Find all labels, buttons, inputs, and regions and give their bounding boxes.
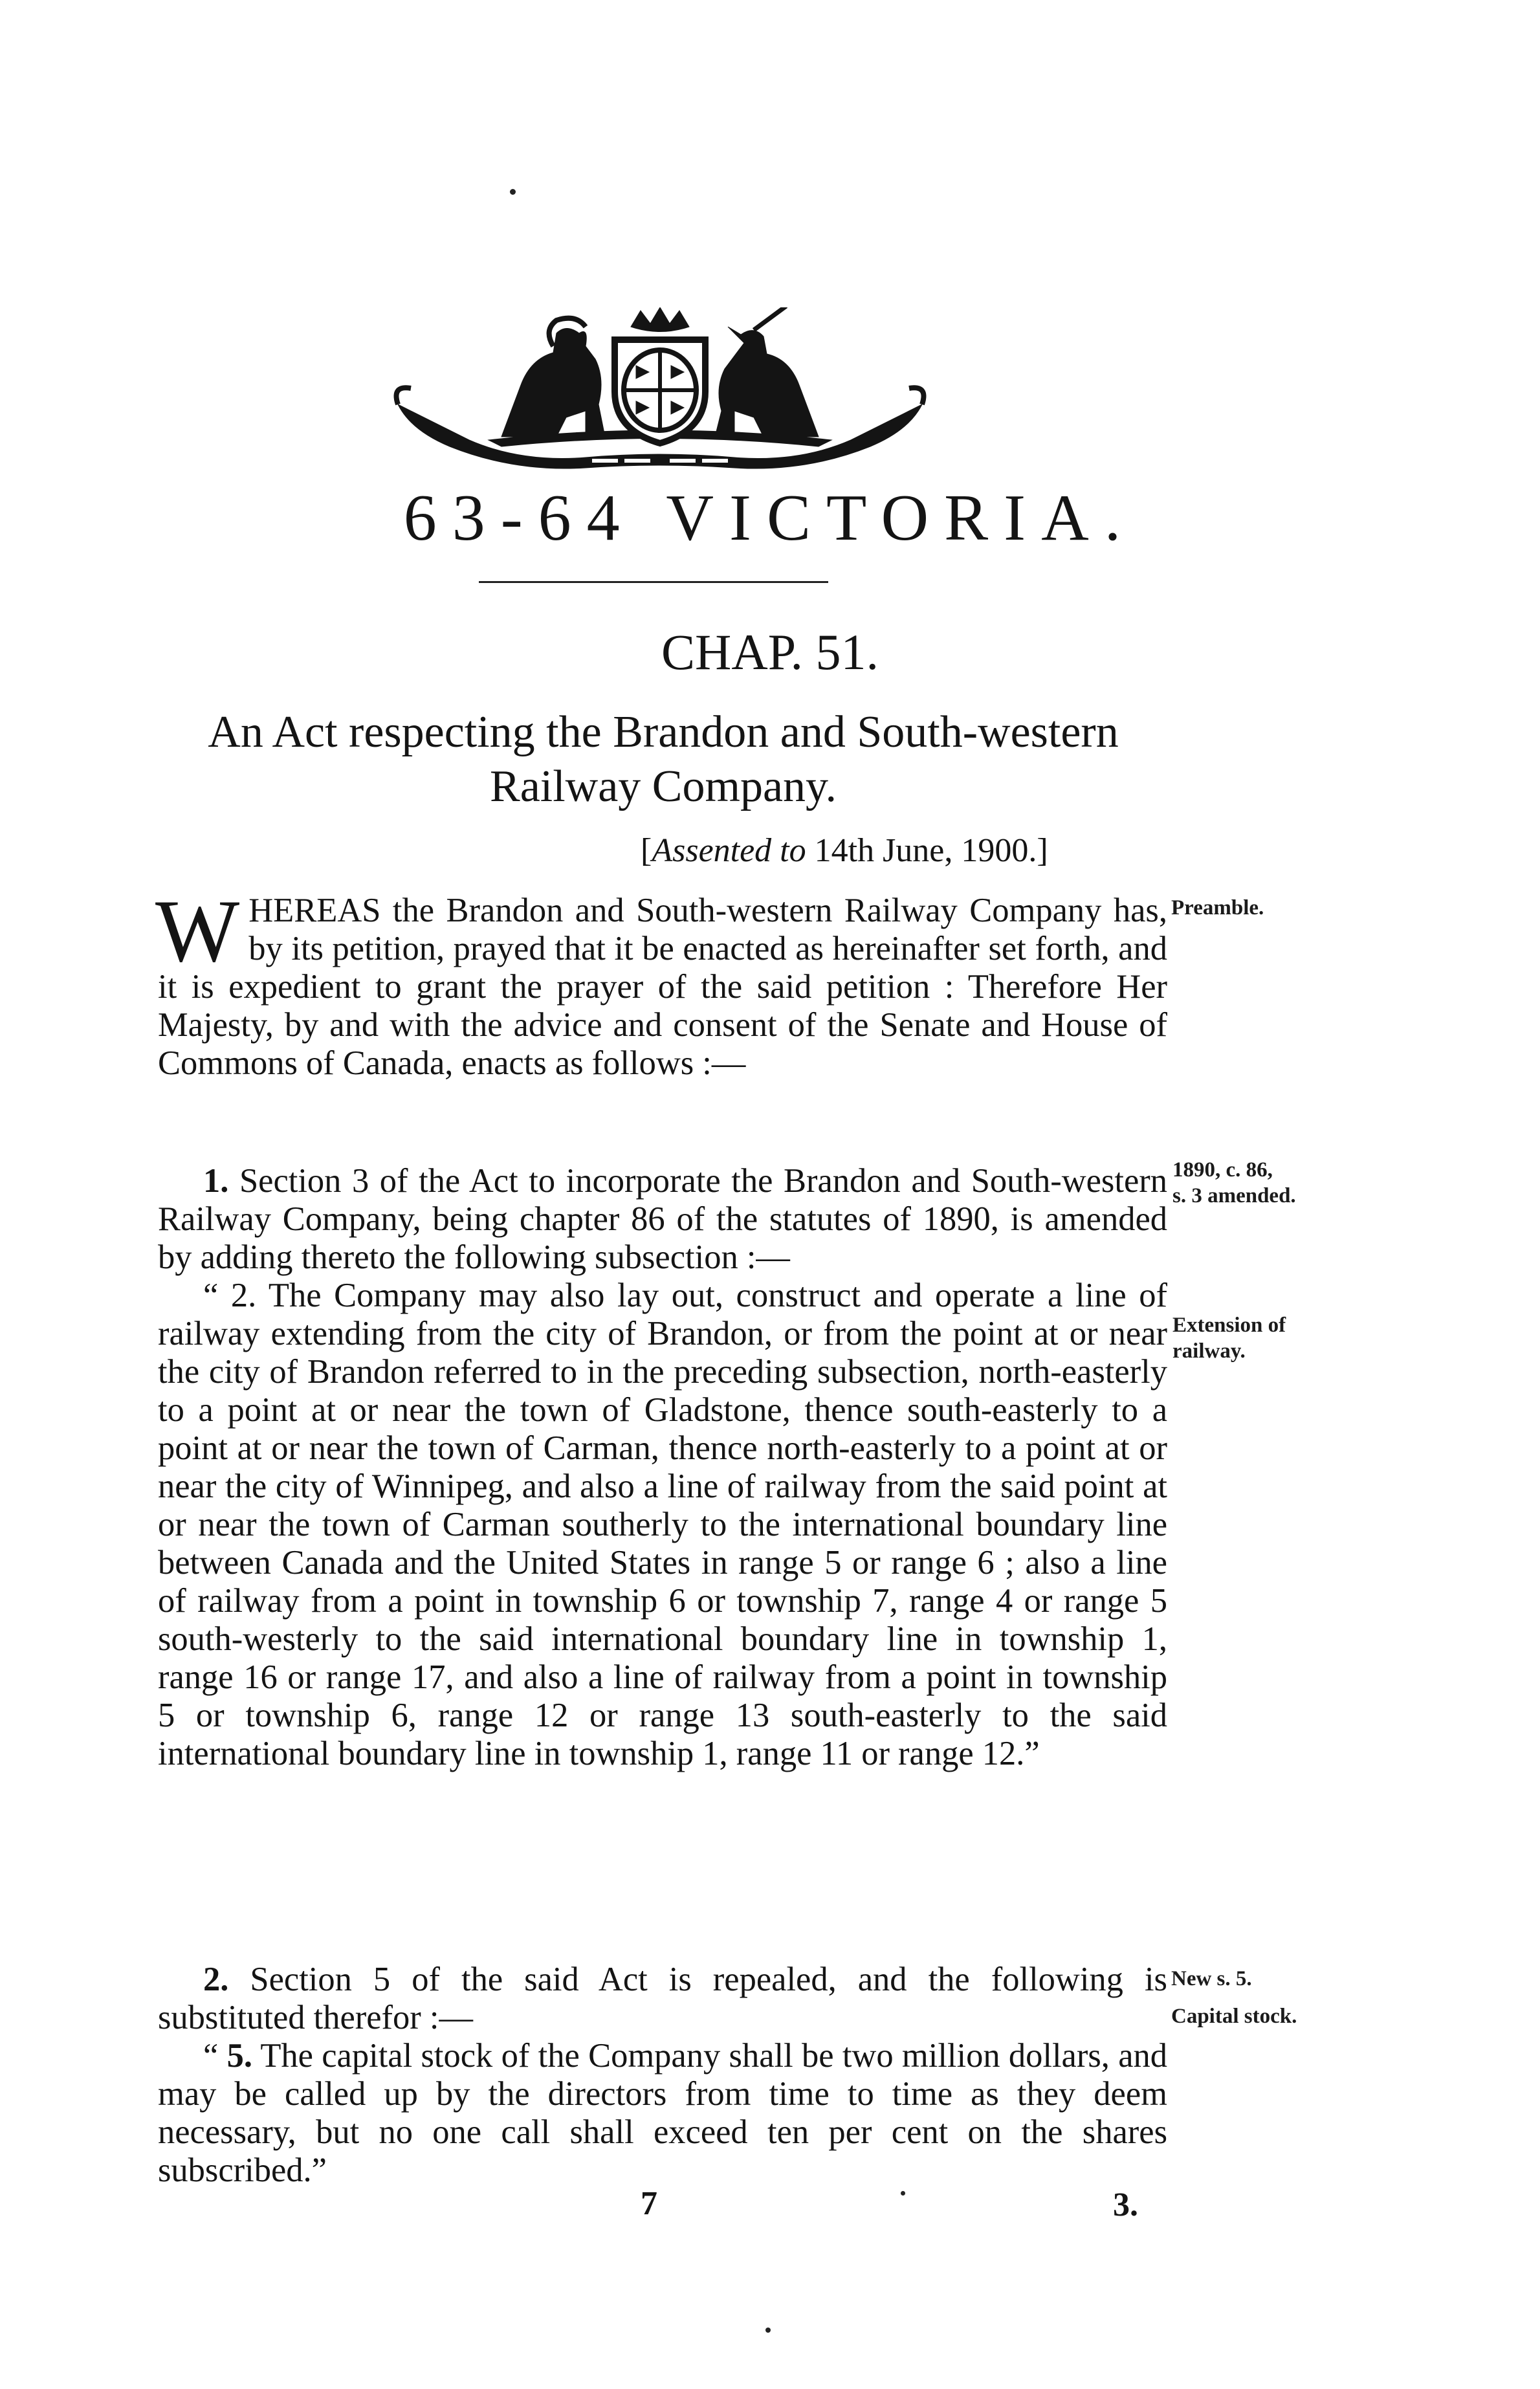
margin-note-capital-stock: Capital stock. (1171, 2005, 1297, 2028)
act-title-line: An Act respecting the Brandon and South-western (208, 707, 1119, 757)
page-number: 7 (641, 2185, 657, 2222)
quoted-subsection: “ 2. The Company may also lay out, construct and operate a line of railway extending from the city of Brandon, or from the point at or near the city of Brandon referred to in the preceding subsection, north-easterly to a point at or near the town of Gladstone, thence south-easterly to a point at or near the town of Carman, thence north-easterly to a point at or near the city of Winnipeg, and also a line of railway from the said point at or near the town of Carman southerly to the international boundary line between Canada and the United States in range 5 or range 6 ; also a line of railway from a point in township 6 or township 7, range 4 or range 5 south-westerly to the said international boundary line in township 1, range 16 or range 17, and also a line of railway from a point in township 5 or township 6, range 12 or range 13 south-easterly to the said international boundary line in township 1, range 11 or range 12.” (158, 1277, 1167, 1772)
quoted-section-number: 5. (226, 2037, 252, 2075)
assent-date-value: 14th June, 1900.] (814, 832, 1048, 869)
drop-capital: W (155, 881, 240, 980)
assent-label: Assented to (652, 832, 806, 869)
act-title-line: Railway Company. (490, 762, 837, 811)
assent-bracket: [ (641, 832, 652, 869)
section-text: Section 3 of the Act to incorporate the Brandon and South-western Railway Company, being chapter 86 of the statutes of 1890, is amended by adding thereto the following subsection :— (158, 1162, 1167, 1276)
catchword: 3. (1113, 2186, 1138, 2223)
margin-note-extension: railway. (1172, 1339, 1246, 1363)
margin-note-amendment: s. 3 amended. (1172, 1184, 1296, 1207)
assent-date (641, 831, 1048, 870)
heading-divider (479, 581, 828, 583)
speck-mark (765, 2328, 771, 2333)
speck-mark (510, 189, 516, 195)
section-number: 2. (203, 1961, 229, 1998)
royal-coat-of-arms-icon (391, 307, 929, 469)
preamble-paragraph (155, 881, 1167, 1083)
section-2-paragraph (158, 1961, 1167, 2190)
speck-mark (901, 2191, 905, 2196)
preamble-text: HEREAS the Brandon and South-western Railway Company has, by its petition, prayed that it be enacted as hereinafter set forth, and it is expedient to grant the prayer of the said petition : Therefore Her Majesty, by and with the advice and consent of the Senate and House of Commons of Canada, enacts as follows :— (158, 892, 1167, 1082)
act-title (129, 705, 1197, 814)
margin-note-new-section: New s. 5. (1171, 1967, 1252, 1990)
margin-note-extension: Extension of (1172, 1314, 1286, 1337)
margin-note-amendment: 1890, c. 86, (1172, 1158, 1273, 1182)
section-text: Section 5 of the said Act is repealed, and the following is substituted therefor :— (158, 1961, 1167, 2036)
section-1-paragraph (158, 1162, 1167, 1773)
section-number: 1. (203, 1162, 229, 1200)
quote-mark: “ (203, 2037, 227, 2075)
chapter-number: CHAP. 51. (661, 624, 879, 680)
margin-note-preamble: Preamble. (1171, 896, 1264, 919)
regnal-year-heading: 63-64 VICTORIA. (403, 481, 1137, 555)
quoted-section-text: The capital stock of the Company shall be two million dollars, and may be called up by the directors from time to time as they deem necessary, but no one call shall exceed ten per cent on the shares subscribed.” (158, 2037, 1167, 2189)
